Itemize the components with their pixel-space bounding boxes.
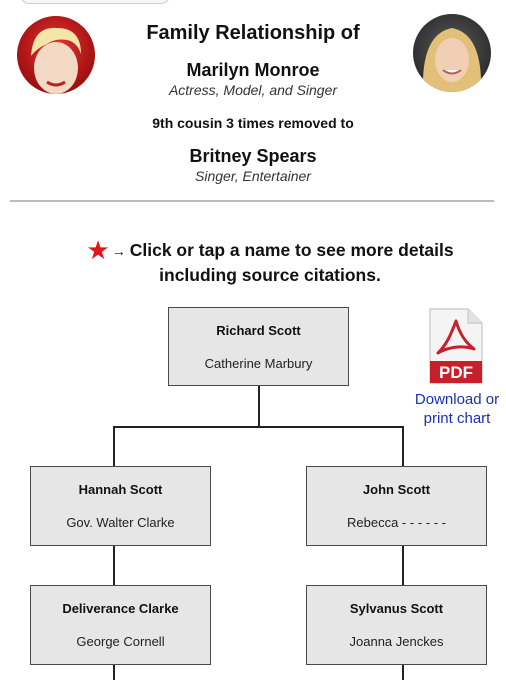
connector-left-gen2 (113, 545, 115, 586)
pdf-badge-text: PDF (439, 363, 473, 382)
connector-root-down (258, 385, 260, 427)
node-spouse-name[interactable]: Gov. Walter Clarke (66, 515, 175, 530)
page-title: Family Relationship of (146, 22, 360, 44)
marilyn-monroe-avatar[interactable] (17, 16, 95, 94)
header-divider (10, 200, 494, 202)
pdf-icon[interactable] (428, 307, 484, 385)
tree-node-right-2[interactable] (306, 585, 487, 665)
tree-node-left-2[interactable] (30, 585, 211, 665)
connector-right-gen3 (402, 664, 404, 680)
relationship-text: 9th cousin 3 times removed to (152, 115, 354, 131)
download-link[interactable]: Download or print chart (414, 391, 500, 427)
tree-node-left-1[interactable] (30, 466, 211, 546)
node-spouse-name[interactable]: Catherine Marbury (204, 356, 313, 371)
connector-left-gen3 (113, 664, 115, 680)
instruction (60, 235, 480, 287)
node-primary-name[interactable]: Hannah Scott (78, 482, 163, 497)
node-spouse-name[interactable]: Joanna Jenckes (349, 634, 444, 649)
arrow-icon: → (111, 243, 126, 259)
node-spouse-name[interactable]: Rebecca - - - - - - (347, 515, 446, 530)
person2-name: Britney Spears (189, 146, 317, 166)
node-spouse-name[interactable]: George Cornell (76, 634, 165, 649)
tree-node-right-1[interactable] (306, 466, 487, 546)
connector-horizontal (113, 426, 404, 428)
node-primary-name[interactable]: Deliverance Clarke (62, 601, 179, 616)
node-primary-name[interactable]: Richard Scott (216, 323, 301, 338)
connector-right-down (402, 426, 404, 467)
tree-node-root[interactable] (168, 307, 349, 386)
connector-right-gen2 (402, 545, 404, 586)
top-pill (20, 0, 170, 4)
node-primary-name[interactable]: Sylvanus Scott (349, 601, 444, 616)
person2-description: Singer, Entertainer (195, 168, 311, 184)
node-primary-name[interactable]: John Scott (362, 482, 431, 497)
person1-name: Marilyn Monroe (186, 60, 320, 80)
star-icon: ★ (86, 235, 110, 265)
britney-spears-avatar[interactable] (413, 14, 491, 92)
instruction-text: Click or tap a name to see more details including source citations. (129, 240, 454, 285)
connector-left-down (113, 426, 115, 467)
person1-description: Actress, Model, and Singer (168, 82, 338, 98)
